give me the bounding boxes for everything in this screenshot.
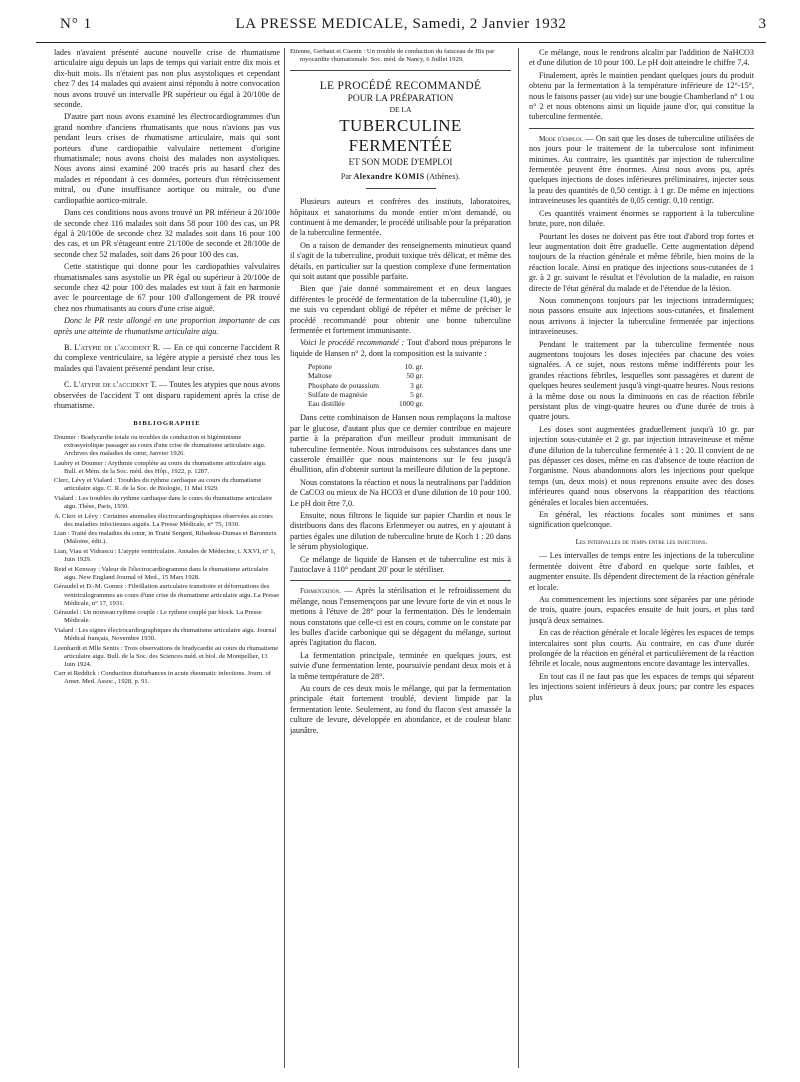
column-1 — [54, 48, 280, 1073]
header-rule — [36, 42, 766, 43]
column-divider — [284, 48, 285, 1068]
byline — [290, 171, 511, 182]
paragraph: Dans ces conditions nous avons trouvé un PR inférieur à 20/100e de seconde chez 116 malades soit dans 58 pour 100 des cas, un PR égal à 20/100e de seconde chez 32 malades soit dans 16 pour 100 des cas, et un PR s'étageant entre 21/100e de seconde et 28/100e de seconde chez 52 malades, soit dans 26 pour 100 des cas. — [54, 208, 280, 259]
paragraph: Dans cette combinaison de Hansen nous remplaçons la maltose par le glucose, d'autant plus que ce dernier contribue en majeure partie à la préparation d'un meilleur produit immunisant de tuberculine fermentée. Nous introduisons ces substances dans une casserole émaillée que nous maintenons sur le feu jusqu'à ébullition, afin d'obtenir surtout la meilleure dilution de la peptone. — [290, 413, 511, 475]
table-cell: Sulfate de magnésie — [308, 389, 368, 399]
composition-table — [308, 362, 429, 408]
title-line: LE PROCÉDÉ RECOMMANDÉ — [319, 80, 482, 93]
paragraph: En tout cas il ne faut pas que les espaces de temps qui séparent les injections soient inférieurs à deux jours; par contre les espaces plus — [529, 671, 754, 702]
paragraph: Au commencement les injections sont séparées par une période de trois, quatre jours, espacées ensuite de huit jours, et plus tard jusqu'à deux semaines. — [529, 594, 754, 625]
page-number: 3 — [758, 16, 766, 32]
paragraph: Ces quantités vraiment énormes se rapportent à la tuberculine brute, pure, non diluée. — [529, 208, 754, 229]
bibliography-entry: Clerc, Lévy et Vialard : Troubles du rythme cardiaque au cours du rhumatisme articulaire aigu. C. R. de la Soc. de Biologie, 11 Mai 1929. — [54, 477, 262, 493]
column-2 — [290, 48, 511, 1073]
table-cell: 1000 gr. — [399, 399, 424, 409]
paragraph: Au cours de ces deux mois le mélange, qui par la fermentation principale était fortement troublé, devient limpide par la fermentation lente. Seulement, au fond du flacon s'est amassée la culture de levure, développée en abondance, et de couleur blanc jaunâtre. — [290, 684, 511, 735]
bibliography-entry: A. Clerc et Lévy : Certaines anomalies électrocardiographiques observées au cours des maladies infectieuses aiguës. La Presse Médicale, n° 75, 1930. — [54, 512, 273, 528]
author-place: (Athènes). — [424, 172, 461, 182]
paragraph-text: — Après la stérilisation et le refroidissement du mélange, nous l'ensemençons par une levure forte de vin et nous le mettons à l'étuve de 28° pour la fermentation. Dès le lendemain nous constatons que celle-ci est en cours, comme on le constate par les bulles d'acide carbonique qui se dégagent du mélange, surtout après l'agitation du flacon. — [290, 586, 511, 648]
paragraph: — Les intervalles de temps entre les injections de la tuberculine fermentée doivent être d'abord en quelque sorte faibles, et augmenter ensuite. Ils dépendent directement de la réaction générale et locale. — [529, 551, 754, 592]
table-row — [308, 390, 429, 399]
section-heading: B. L'atypie de l'accident R. — [64, 342, 161, 352]
bibliography-entry: Géraudel et D.-M. Gomez : Fibrillation auriculaire transitoire et déformations des ventriculogrammes au cours d'une crise de rhumatisme articulaire aigu. La Presse Médicale, n° 17, 1931. — [54, 583, 280, 607]
section-heading: C. L'atypie de l'accident T. — [64, 380, 157, 390]
title-line: ET SON MODE D'EMPLOI — [348, 157, 453, 168]
table-cell: 3 gr. — [410, 380, 424, 390]
table-row — [308, 399, 429, 408]
issue-number: N° 1 — [60, 16, 93, 32]
journal-title: LA PRESSE MEDICALE, Samedi, 2 Janvier 1932 — [235, 16, 567, 32]
section-heading: Les intervalles de temps entre les injections. — [575, 537, 708, 546]
table-cell: Peptone — [308, 362, 332, 372]
bibliography-heading: BIBLIOGRAPHIE — [133, 420, 201, 428]
table-cell: 5 gr. — [410, 389, 424, 399]
paragraph — [529, 134, 754, 207]
paragraph: Bien que j'aie donné sommairement et en deux langues différentes le procédé de fermentation de la tuberculine (1,40), je me suis vu cependant obligé de répéter et même de préciser le procédé recommandé pour obtenir une bonne tuberculine fermentée et fortement immunisante. — [290, 284, 511, 336]
paragraph: Nous commençons toujours par les injections intradermiques; nous passons ensuite aux injections sous-cutanées, et finalement nous arrivons à injecter la tuberculine fermentée par injections intraveineuses. — [529, 295, 754, 337]
table-cell: Maltose — [308, 371, 332, 381]
paragraph: Ce mélange, nous le rendrons alcalin par l'addition de NaHCO3 et d'une dilution de 10 pour 100. Le pH doit atteindre le chiffre 7,4. — [529, 48, 754, 68]
section-heading: Mode d'emploi. — [539, 134, 584, 143]
bibliography-entry: Reid et Kenway : Valeur de l'électrocardiogramme dans le rhumatisme articulaire aigu. New England Journal of Med., 15 Mars 1928. — [54, 565, 269, 581]
paragraph: Plusieurs auteurs et confrères des instituts, laboratoires, hôpitaux et sanatoriums du monde entier m'ont demandé, ou continuent à me demander, le procédé utilisable pour la préparation de la tuberculine fermentée. — [290, 197, 511, 238]
title-line: TUBERCULINE FERMENTÉE — [339, 116, 462, 156]
section-divider — [529, 128, 754, 129]
title-line: DE LA — [389, 105, 412, 115]
table-cell: 50 gr. — [406, 371, 424, 381]
bibliography-entry: Lian, Viau et Vidrascu : L'atypie ventriculaire. Annales de Médecine, t. XXVI, n° 1, Juin 1929. — [54, 548, 276, 564]
paragraph: La fermentation principale, terminée en quelques jours, est suivie d'une fermentation lente, poursuivie pendant deux mois et à la même température de 28°. — [290, 650, 511, 681]
table-cell: Eau distillée — [308, 399, 345, 409]
bibliography-entry: Carr et Reddick : Conduction disturbances in acute rheumatic infections. Journ. of Amer. Med. Assoc., 1928, p. 91. — [54, 670, 271, 686]
section-text: — En ce qui concerne l'accident R du complexe ventriculaire, sa légère atypie a persisté chez tous les malades qui l'avaient présenté pendant leur crise. — [54, 342, 280, 373]
paragraph: En cas de réaction générale et locale légères les espaces de temps intercalaires sont plus courts. Au contraire, en cas d'une durée prolongée de la réaction en général et particulièrement de la réaction fébrile et locale, nous augmentons encore davantage les intervalles. — [529, 628, 754, 669]
paragraph: D'autre part nous avons examiné les électrocardiogrammes d'un grand nombre d'anciens rhumatisants que nous n'avions pas vus pendant leurs crises de rhumatisme articulaire, mais qui sont porteurs d'une cardiopathie valvulaire nettement d'origine rhumatismale; nous avons choisi des malades non asystoliques. Nous avons ainsi examiné 200 tracés pris au hasard chez des malades et répondant à ces données, porteurs d'un rétrécissement mitral, ou d'une insuffisance aortique ou mitrale, ou d'une cardiopathie aortico-mitrale. — [54, 112, 280, 205]
section-heading: Fermentation. — [300, 587, 341, 596]
bibliography-entry: Géraudel : Un nouveau rythme couplé : Le rythme couplé par block. La Presse Médicale. — [54, 609, 262, 625]
byline-prefix: Par — [340, 172, 354, 182]
table-cell: Phosphate de potassium — [308, 380, 380, 390]
bibliography-entry: Doumer : Bradycardie totale ou troubles de conduction et bigéminisme extrasystolique passager au cours d'une crise de rhumatisme articulaire aigu. Archives des maladies du cœur, Janvier 1926. — [54, 433, 266, 457]
author-name: Alexandre KOMIS — [353, 172, 425, 182]
bibliography-entry: Vialard : Les signes électrocardiographiques du rhumatisme articulaire aigu. Journal Médical français, Novembre 1930. — [54, 626, 277, 642]
paragraph: On a raison de demander des renseignements minutieux quand il s'agit de la tuberculine, produit toxique très délicat, et même des détails, en particulier sur la question complexe d'une fermentation qui soit autant que possible parfaite. — [290, 240, 511, 282]
paragraph — [290, 586, 511, 648]
conclusion: Donc le PR reste allongé en une proportion importante de cas après une atteinte de rhumatisme articulaire aigu. — [54, 316, 280, 336]
section-c — [54, 380, 280, 411]
title-divider — [366, 188, 436, 189]
paragraph: Cette statistique qui donne pour les cardiopathies valvulaires rhumatismales sans asystolie un PR égal ou supérieur à 20/100e de seconde chez 42 pour 100 des malades est tout à fait en harmonie avec le pourcentage de 67 pour 100 d'allongement de PR trouvé chez nos rhumatisants au cours d'une crise aiguë. — [54, 262, 280, 313]
article-title — [290, 79, 511, 182]
title-line: POUR LA PRÉPARATION — [347, 94, 454, 105]
paragraph: Pourtant les doses ne doivent pas être tout d'abord trop fortes et leur augmentation doit être graduelle. Cette augmentation dépend toujours de la réaction générale et même fébrile, bien moins de la réaction locale. Ainsi en pratique des injections sous-cutanées de 1 gr. à 2 gr. suivant le résultat et l'évolution de la maladie, en raison directe de l'état général du malade et de l'étendue de la lésion. — [529, 231, 754, 293]
paragraph: Finalement, après le maintien pendant quelques jours du produit obtenu par la fermentation à la température inférieure de 12°-15°, nous le faisons passer (au vide) sur une bougie Chamberland n° 1 ou n° 2 et nous obtenons ainsi un liquide jaune d'or, qui constitue la tuberculine fermentée. — [529, 70, 754, 122]
column-3 — [529, 48, 754, 1073]
table-row — [308, 371, 429, 380]
paragraph: lades n'avaient présenté aucune nouvelle crise de rhumatisme articulaire aigu depuis un laps de temps qui variait entre dix mois et dix-huit mois. Ils n'étaient pas non plus asystoliques et cependant chez 7 des 14 malades qui avaient ainsi répondu à notre convocation nous avons trouvé un intervalle PR supérieur ou égal à 20/100e de seconde. — [54, 48, 280, 110]
table-row — [308, 362, 429, 371]
bibliography-entry: Laubry et Doumer : Arythmie complète au cours du rhumatisme articulaire aigu. Bull. et Mém. de la Soc. méd. des Hôp., 1922, p. 1287. — [54, 459, 267, 475]
section-b — [54, 343, 280, 374]
table-cell: 10. gr. — [404, 362, 424, 372]
bibliography-entry: Etienne, Gerbaut et Cuenin : Un trouble de conduction du faisceau de His par myocardite rhumatismale. Soc. méd. de Nancy, 6 Juillet 1929. — [290, 48, 511, 71]
page-header — [36, 14, 766, 40]
paragraph: Pendant le traitement par la tuberculine fermentée nous augmentons toujours les doses injectées par chacune des voies signalées. A ce sujet, nous restons même indifférents pour les grandes réactions fébriles, lesquelles sont passagères et durent de quelques heures seulement jusqu'à vingt-quatre heures. Nous restons à la même dose ou nous la diminuons en cas de réaction fébrile persistant plus de vingt-quatre heures ou d'une durée de trois à quatre jours. — [529, 339, 754, 422]
paragraph: Ce mélange de liquide de Hansen et de tuberculine est mis à l'autoclave à 110° pendant 20' pour le stériliser. — [290, 554, 511, 574]
bibliography-entry: Leenhardt et Mlle Sentis : Trois observations de bradycardie au cours du rhumatisme articulaire aigu. Bull. de la Soc. des Sciences méd. et biol. de Montpellier, 13 Juin 1924. — [54, 644, 279, 668]
paragraph: Ensuite, nous filtrons le liquide sur papier Chardin et nous le distribuons dans des flacons Erlenmeyer ou autres, en y ajoutant à parties égales une dilution de tuberculine brute de Koch 1 : 20 dans le sérum physiologique. — [290, 510, 511, 552]
paragraph: Les doses sont augmentées graduellement jusqu'à 10 gr. par injection sous-cutanée et 2 gr. par injection intraveineuse et même d'une dilution de la tuberculine fermentée à 1 : 20. Il convient de ne pas dépasser ces doses, même en cas d'absence de toute réaction de l'organisme. Nous abandonnons alors les injections pour quelque temps (un, deux mois) et nous reprenons ensuite avec des doses inférieures quand nous observons la réapparition des réactions générales et locales bien accentuées. — [529, 424, 754, 507]
bibliography-entry: Vialard : Les troubles du rythme cardiaque dans le cours du rhumatisme articulaire aigu. Thèse, Paris, 1930. — [54, 494, 273, 511]
section-text: — Toutes les atypies que nous avons observées de l'accident T ont disparu rapidement après la crise de rhumatisme. — [54, 380, 280, 410]
paragraph-text: Tout d'abord nous préparons le liquide de Hansen n° 2, dont la composition est la suivante : — [290, 338, 511, 358]
paragraph-text: — On sait que les doses de tuberculine utilisées de nos jours pour le traitement de la tuberculose sont infiniment minimes. Au contraire, les quantités par injection de tuberculine fermentée peuvent être énormes. Ainsi nous avons pu, après quelques injections de doses inférieures préliminaires, injecter sous la peau des quantités de 0,50 centigr. à 1 gr. De même en injections intraveineuses les quantités de 0,05 centigr. 0,10 centigr. — [529, 133, 754, 206]
bibliography-entry: Lian : Traité des maladies du cœur, in Traité Sergent, Ribadeau-Dumas et Baronneix (Maloine, édit.). — [54, 530, 277, 546]
paragraph: En général, les réactions focales sont minimes et sans signification quelconque. — [529, 510, 754, 530]
paragraph — [290, 338, 511, 359]
paragraph: Nous constatons la réaction et nous la neutralisons par l'addition de CaCO3 ou mieux de Na HCO3 et d'une dilution de 10 pour 100. Le pH doit être 7,0. — [290, 477, 511, 508]
section-divider — [290, 580, 511, 581]
table-row — [308, 381, 429, 390]
lead-in: Voici le procédé recommandé : — [300, 338, 405, 348]
column-divider — [518, 48, 519, 1068]
